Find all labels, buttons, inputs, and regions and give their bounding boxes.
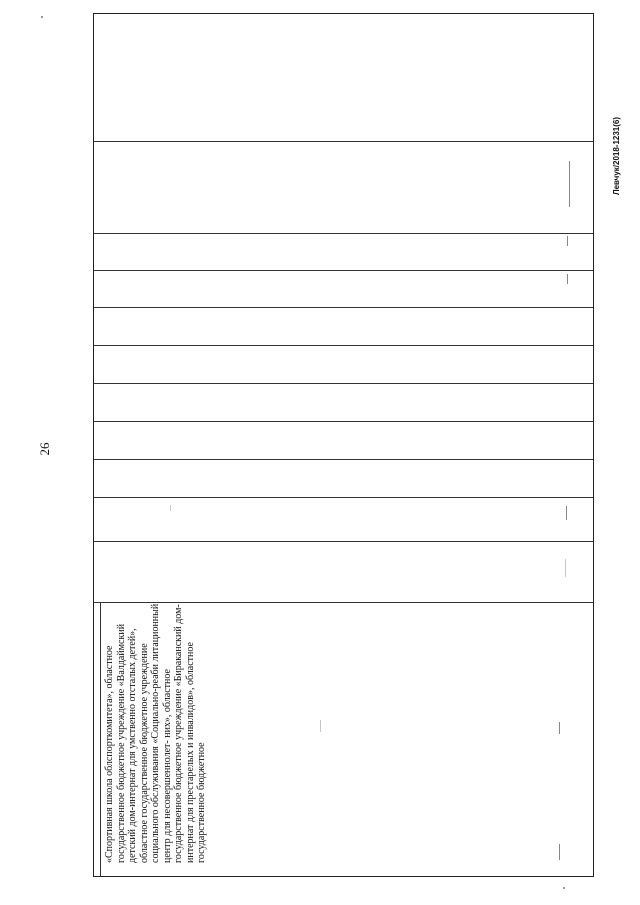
scan-speck (41, 16, 43, 18)
row-divider (94, 345, 593, 346)
scan-mark (567, 236, 568, 246)
scan-speck (563, 887, 565, 889)
column-divider (100, 602, 101, 877)
row-divider (94, 421, 593, 422)
scan-mark (320, 720, 321, 732)
scan-mark (559, 844, 560, 860)
row-divider (94, 541, 593, 542)
page-number: 26 (37, 442, 52, 456)
scan-mark (567, 274, 568, 284)
scan-mark (170, 505, 171, 511)
row-divider (94, 307, 593, 308)
institution-name-cell: «Спортивная школа облспорткомитета», областное государственное бюджетное учреждение «Валдаймский детский дом-интернат для умственно отсталых детей», областное государственное бюджетное учреждение социального обслуживания «Социально-реаби литационный центр для несовершеннолет- них», областное государственное бюджетное учреждение «Бираканский дом-интернат для престарелых и инвалидов», областное государственное бюджетное (104, 603, 207, 863)
scan-mark (559, 722, 560, 734)
document-code: Левчук/2018-1231(6) (612, 116, 621, 195)
row-divider (94, 459, 593, 460)
row-divider (94, 270, 593, 271)
scan-mark (569, 161, 570, 207)
scan-mark (565, 559, 566, 577)
row-divider (94, 497, 593, 498)
row-divider (94, 233, 593, 234)
row-divider (94, 383, 593, 384)
scan-mark (566, 506, 567, 520)
row-divider (94, 141, 593, 142)
